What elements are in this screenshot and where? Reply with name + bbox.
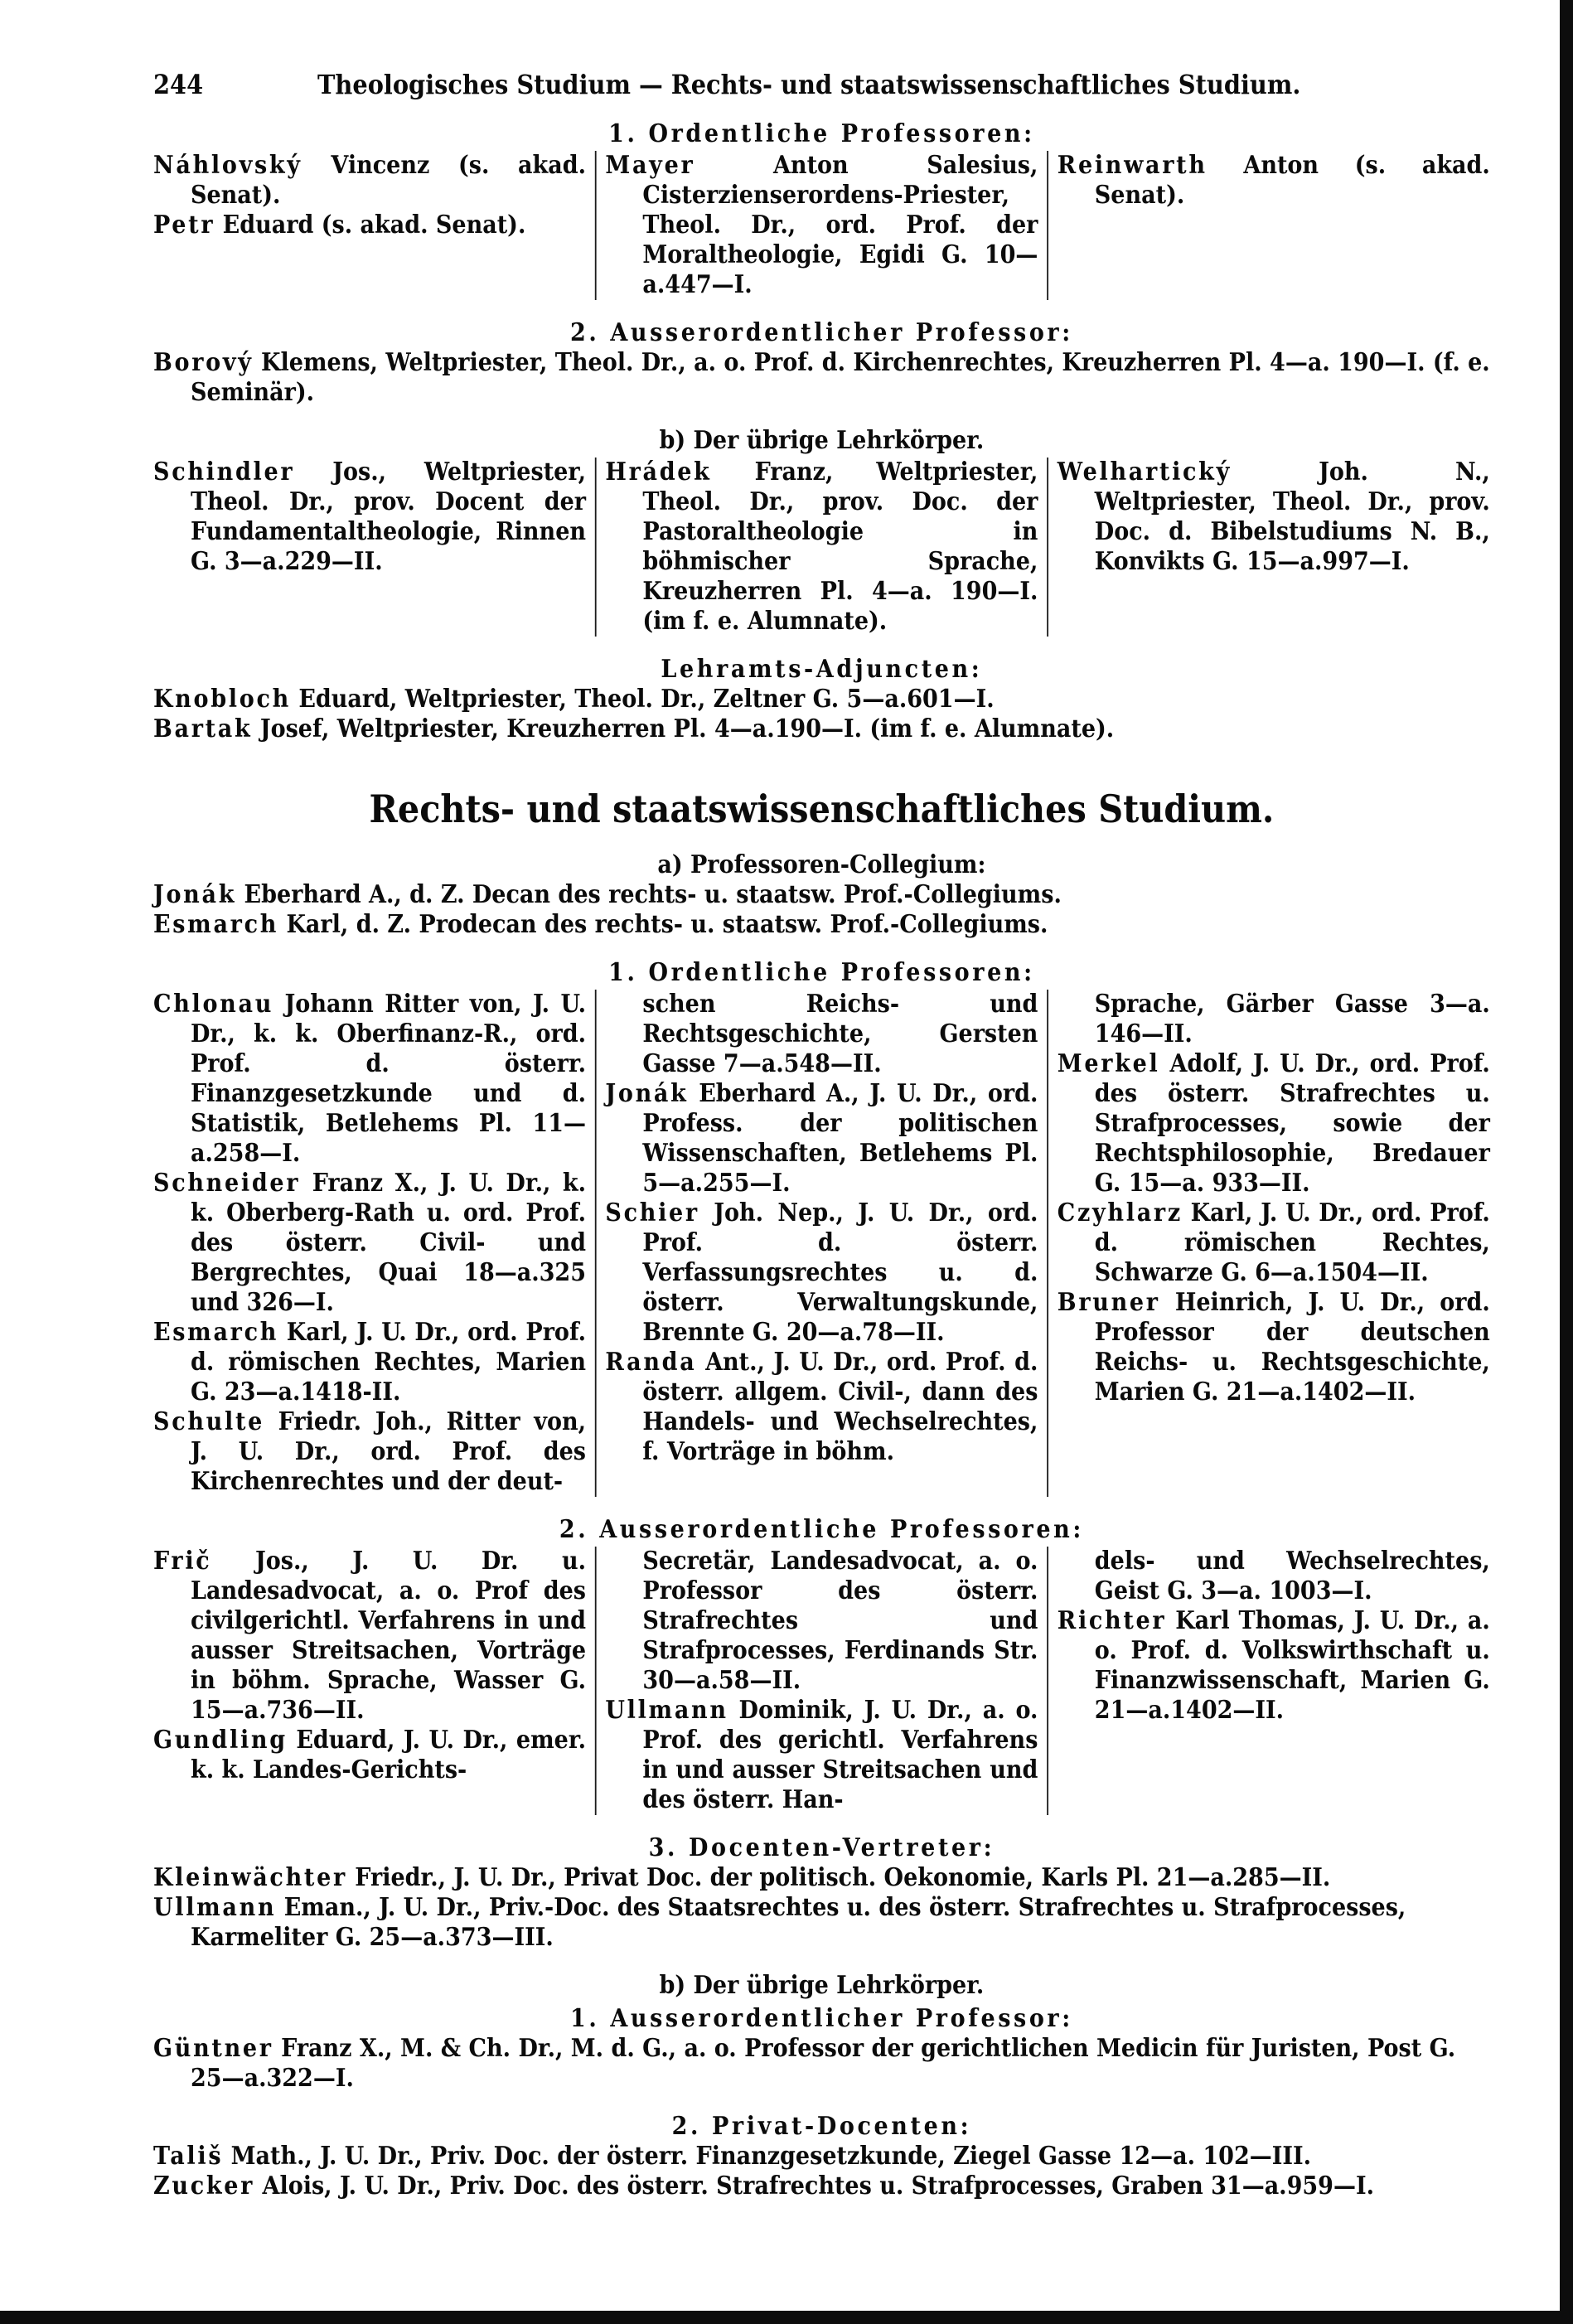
collegium-list <box>153 880 1490 940</box>
entry-details: Secretär, Landesadvocat, a. o. Professor des österr. Strafrechtes und Strafprocesses, Ferdinands Str. 30—a.58—II. <box>642 1547 1038 1695</box>
entry-name: Esmarch <box>153 1318 279 1347</box>
entry-details: Karl, J. U. Dr., ord. Prof. d. römischen Rechtes, Marien G. 23—a.1418-II. <box>191 1318 586 1407</box>
entry-name: Mayer <box>605 151 695 180</box>
entry-details: Dominik, J. U. Dr., a. o. Prof. des gerichtl. Verfahrens in und ausser Streitsachen und des österr. Han- <box>642 1696 1038 1814</box>
list-item <box>153 685 1490 714</box>
docent-reps-heading: 3. Docenten-Vertreter: <box>648 1833 995 1862</box>
entry-name: Knobloch <box>153 685 291 714</box>
entry-details: schen Reichs- und Rechtsgeschichte, Gersten Gasse 7—a.548—II. <box>642 990 1038 1078</box>
entry-name: Frič <box>153 1547 212 1576</box>
section-title: Rechts- und staatswissenschaftliches Studium. <box>369 787 1275 831</box>
list-item <box>153 1318 586 1407</box>
entry-details: Eberhard A., d. Z. Decan des rechts- u. staatsw. Prof.-Collegiums. <box>236 880 1062 909</box>
entry-name: Gundling <box>153 1726 288 1755</box>
law-extraordinary-columns <box>153 1547 1490 1815</box>
entry-details: Alois, J. U. Dr., Priv. Doc. des österr. Strafrechtes u. Strafprocesses, Graben 31—a.959—I. <box>254 2171 1374 2201</box>
list-item <box>605 1696 1038 1815</box>
entry-name: Ullmann <box>153 1893 277 1922</box>
running-title: Theologisches Studium — Rechts- und staatswissenschaftliches Studium. <box>317 69 1301 100</box>
entry-name: Zucker <box>153 2171 255 2201</box>
list-item <box>153 990 586 1169</box>
list-item <box>153 1407 586 1497</box>
list-item <box>153 1863 1490 1893</box>
list-item <box>1058 1606 1490 1726</box>
entry-details: Friedr., J. U. Dr., Privat Doc. der politisch. Oekonomie, Karls Pl. 21—a.285—II. <box>346 1863 1331 1892</box>
theology-other-heading: b) Der übrige Lehrkörper. <box>659 426 985 455</box>
list-item <box>153 1169 586 1318</box>
list-item <box>605 151 1038 300</box>
entry-details: Franz X., J. U. Dr., k. k. Oberberg-Rath u. ord. Prof. des österr. Civil- und Bergrechtes, Quai 18—a.325 und 326—I. <box>191 1169 586 1317</box>
entry-details: Eduard, J. U. Dr., emer. k. k. Landes-Gerichts- <box>191 1726 586 1784</box>
law-ordinary-heading: 1. Ordentliche Professoren: <box>608 958 1035 987</box>
privat-docenten-list <box>153 2142 1490 2201</box>
entry-name: Czyhlarz <box>1057 1198 1183 1227</box>
entry-details: Sprache, Gärber Gasse 3—a. 146—II. <box>1094 990 1490 1048</box>
docent-reps-list <box>153 1863 1490 1953</box>
law-extraordinary-heading: 2. Ausserordentliche Professoren: <box>559 1515 1084 1544</box>
law-other-heading: b) Der übrige Lehrkörper. <box>659 1971 985 2000</box>
list-item <box>153 1726 586 1785</box>
entry-details: Josef, Weltpriester, Kreuzherren Pl. 4—a.190—I. (im f. e. Alumnate). <box>252 714 1115 743</box>
entry-name: Kleinwächter <box>153 1863 347 1892</box>
running-head <box>153 68 1490 101</box>
entry-details: Ant., J. U. Dr., ord. Prof. d. österr. allgem. Civil-, dann des Handels- und Wechselrechtes, f. Vorträge in böhm. <box>642 1348 1038 1466</box>
entry-details: Adolf, J. U. Dr., ord. Prof. des österr. Strafrechtes u. Strafprocesses, sowie der Rechtsphilosophie, Bredauer G. 15—a. 933—II. <box>1094 1049 1490 1198</box>
list-item <box>153 1893 1490 1953</box>
list-item <box>605 1198 1038 1348</box>
column <box>153 1547 595 1815</box>
page-number: 244 <box>153 69 204 100</box>
entry-name: Welhartický <box>1057 458 1232 487</box>
entry-details: Heinrich, J. U. Dr., ord. Professor der deutschen Reichs- u. Rechtsgeschichte, Marien G. 21—a.1402—II. <box>1094 1288 1490 1407</box>
entry-name: Merkel <box>1057 1049 1160 1078</box>
column <box>595 1547 1047 1815</box>
column <box>595 151 1047 300</box>
law-sub2-heading: 2. Privat-Docenten: <box>671 2112 972 2141</box>
list-item <box>605 1348 1038 1467</box>
list-item <box>1058 1288 1490 1407</box>
entry-details: Joh. Nep., J. U. Dr., ord. Prof. d. österr. Verfassungsrechtes u. d. österr. Verwaltungskunde, Brennte G. 20—a.78—II. <box>642 1198 1038 1347</box>
list-item <box>1058 1049 1490 1198</box>
page-content <box>153 68 1490 2201</box>
entry-name: Bartak <box>153 714 253 743</box>
entry-details: Karl Thomas, J. U. Dr., a. o. Prof. d. Volkswirthschaft u. Finanzwissenschaft, Marien G. 21—a.1402—II. <box>1094 1606 1490 1725</box>
entry-details: Joh. N., Weltpriester, Theol. Dr., prov. Doc. d. Bibelstudiums N. B., Konvikts G. 15—a.997—I. <box>1094 458 1490 576</box>
column <box>1047 151 1490 300</box>
entry-name: Schier <box>605 1198 699 1227</box>
entry-details: Eduard, Weltpriester, Theol. Dr., Zeltner G. 5—a.601—I. <box>290 685 995 714</box>
entry-details: Anton Salesius, Cisterzienserordens-Priester, Theol. Dr., ord. Prof. der Moraltheologie, Egidi G. 10—a.447—I. <box>642 151 1038 299</box>
list-item: Borový Klemens, Weltpriester, Theol. Dr., a. o. Prof. d. Kirchenrechtes, Kreuzherren Pl. 4—a. 190—I. (f. e. Seminär). <box>153 348 1490 407</box>
theology-other-columns <box>153 458 1490 637</box>
entry-details: dels- und Wechselrechtes, Geist G. 3—a. 1003—I. <box>1094 1547 1490 1605</box>
entry-name: Schulte <box>153 1407 265 1436</box>
entry-name: Schindler <box>153 458 295 487</box>
entry-name: Jonák <box>605 1079 689 1108</box>
list-item <box>153 714 1490 744</box>
entry-name: Bruner <box>1057 1288 1160 1317</box>
entry-name: Chlonau <box>153 990 274 1019</box>
list-item <box>153 211 586 240</box>
entry-details: Eberhard A., J. U. Dr., ord. Profess. der politischen Wissenschaften, Betlehems Pl. 5—a.255—I. <box>642 1079 1038 1198</box>
list-item <box>153 2171 1490 2201</box>
list-item <box>153 2142 1490 2171</box>
entry-name: Esmarch <box>153 910 279 939</box>
list-item: Güntner Franz X., M. & Ch. Dr., M. d. G., a. o. Professor der gerichtlichen Medicin für Juristen, Post G. 25—a.322—I. <box>153 2034 1456 2093</box>
entry-details: Vincenz (s. akad. Senat). <box>191 151 586 210</box>
entry-name: Randa <box>605 1348 697 1377</box>
entry-name: Richter <box>1057 1606 1167 1635</box>
entry-name: Petr <box>153 211 215 240</box>
list-item <box>605 990 1038 1079</box>
entry-name: Schneider <box>153 1169 301 1198</box>
law-ordinary-columns <box>153 990 1490 1497</box>
theology-extraordinary-heading: 2. Ausserordentlicher Professor: <box>569 318 1073 347</box>
entry-details: Friedr. Joh., Ritter von, J. U. Dr., ord. Prof. des Kirchenrechtes und der deut- <box>191 1407 586 1496</box>
adjuncts-list <box>153 685 1490 744</box>
entry-name: Tališ <box>153 2142 224 2171</box>
entry-details: Franz, Weltpriester, Theol. Dr., prov. Doc. der Pastoraltheologie in böhmischer Sprache, Kreuzherren Pl. 4—a. 190—I. (im f. e. Alumnate). <box>642 458 1038 636</box>
entry-name: Náhlovský <box>153 151 302 180</box>
entry-details: Math., J. U. Dr., Priv. Doc. der österr. Finanzgesetzkunde, Ziegel Gasse 12—a. 102—III. <box>223 2142 1312 2171</box>
list-item <box>153 1547 586 1726</box>
entry-details: Karl, J. U. Dr., ord. Prof. d. römischen Rechtes, Schwarze G. 6—a.1504—II. <box>1094 1198 1490 1287</box>
theology-ordinary-heading: 1. Ordentliche Professoren: <box>608 119 1035 148</box>
entry-name: Hrádek <box>605 458 712 487</box>
list-item <box>605 1079 1038 1198</box>
entry-details: Jos., Weltpriester, Theol. Dr., prov. Docent der Fundamentaltheologie, Rinnen G. 3—a.229—II. <box>191 458 586 576</box>
entry-details: Jos., J. U. Dr. u. Landesadvocat, a. o. Prof des civilgerichtl. Verfahrens in und ausser Streitsachen, Vorträge in böhm. Sprache, Wasser G. 15—a.736—II. <box>191 1547 586 1725</box>
column <box>153 458 595 637</box>
list-item <box>153 151 586 211</box>
entry-name: Reinwarth <box>1057 151 1208 180</box>
list-item <box>1058 458 1490 577</box>
list-item <box>605 1547 1038 1696</box>
entry-name: Jonák <box>153 880 237 909</box>
column <box>1047 990 1490 1497</box>
entry-details: Eman., J. U. Dr., Priv.-Doc. des Staatsrechtes u. des österr. Strafrechtes u. Strafprocesses, Karmeliter G. 25—a.373—III. <box>191 1893 1406 1952</box>
adjuncts-heading: Lehramts-Adjuncten: <box>661 655 983 684</box>
collegium-heading: a) Professoren-Collegium: <box>657 850 986 879</box>
column <box>153 151 595 300</box>
list-item <box>153 910 1490 940</box>
column <box>1047 1547 1490 1815</box>
list-item <box>1058 1198 1490 1288</box>
list-item <box>153 458 586 577</box>
column <box>595 990 1047 1497</box>
list-item <box>1058 151 1490 211</box>
list-item <box>1058 990 1490 1049</box>
column <box>595 458 1047 637</box>
list-item <box>153 880 1490 910</box>
list-item <box>605 458 1038 637</box>
column <box>153 990 595 1497</box>
theology-ordinary-columns <box>153 151 1490 300</box>
entry-details: Johann Ritter von, J. U. Dr., k. k. Oberfinanz-R., ord. Prof. d. österr. Finanzgesetzkunde und d. Statistik, Betlehems Pl. 11—a.258—I. <box>191 990 586 1168</box>
entry-details: Eduard (s. akad. Senat). <box>215 211 526 240</box>
entry-name: Ullmann <box>605 1696 728 1725</box>
list-item <box>1058 1547 1490 1606</box>
column <box>1047 458 1490 637</box>
law-sub1-heading: 1. Ausserordentlicher Professor: <box>569 2004 1073 2033</box>
entry-details: Karl, d. Z. Prodecan des rechts- u. staatsw. Prof.-Collegiums. <box>278 910 1048 939</box>
entry-details: Anton (s. akad. Senat). <box>1094 151 1490 210</box>
